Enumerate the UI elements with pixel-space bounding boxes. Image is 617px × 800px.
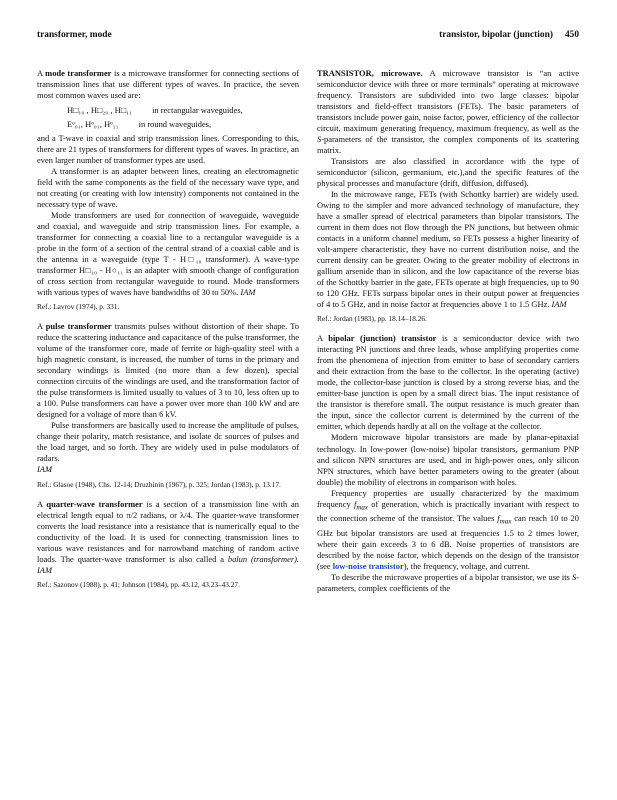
- reference: Ref.: Glasoe (1948), Chs. 12-14; Druzhinin (1967), p. 325; Jordan (1983), p. 13.17.: [37, 479, 281, 489]
- header-right: [439, 30, 579, 40]
- pulse-transformer-para-2: Pulse transformers are basically used to increase the amplitude of pulses, change their polarity, match resistance, and isolate dc sources of pulses and the load target, and so forth. They are widely used in pulse modulators of radars.: [37, 420, 299, 464]
- mode-transformer-para-1-tail: and a T-wave in coaxial and strip transmission lines. Corresponding to this, there are 21 types of transformers for different types of waves. In practice, an even larger number of transformer types are used.: [37, 133, 299, 166]
- right-column: [317, 68, 579, 594]
- left-column: [37, 68, 299, 599]
- entry-term: bipolar (junction) transistor: [328, 333, 437, 344]
- author-initials: IAM: [37, 464, 52, 475]
- header-left-keyword: transformer, mode: [37, 30, 112, 40]
- running-header: [37, 30, 579, 46]
- round-mode-symbols: Eᵒ₀₁, Hᵒ₀₁, Hᵒ₁₁: [67, 119, 119, 130]
- quarter-wave-transformer-para: A quarter-wave transformer is a section of a transmission line with an electrical length equal to π/2 radians, or λ/4. The quarter-wave transformer converts the load resistance into a resistance that is numerically equal to the conductivity of the load. It is used for connecting transmission lines to various wave resistances and for narrowband matching of random active loads. The quarter-wave transformer is also called a balun (transformer). IAM: [37, 498, 300, 575]
- round-mode-label: in round waveguides,: [138, 119, 212, 130]
- transistor-para-1: TRANSISTOR, microwave. A microwave transistor is “an active semiconductor device with three or more terminals” operating at microwave frequency. Transistors are subdivided into two large classes: bipolar transistors and field-effect transistors (FETs). The basic parameters of transistors include power gain, noise factor, power, efficiency of the collector circuit, maximum generating frequency, maximum frequency, as well as the S-parameters of the transistor, the complex components of its scattering matrix.: [317, 68, 579, 156]
- rect-mode-label: in rectangular waveguides,: [152, 105, 243, 116]
- low-noise-transistor-link[interactable]: low-noise transistor: [332, 561, 404, 572]
- bipolar-transistor-para-2: Modern microwave bipolar transistors are made by planar-epitaxial technology. In low-power (low-noise) bipolar transistors, germanium PNP and silicon NPN structures are used, and in high-power ones, only silicon NPN structures, which have better parameters owing to the greater (about double) the mobility of electrons in comparison with holes.: [317, 432, 579, 487]
- author-initials: IAM: [551, 299, 567, 310]
- reference: Ref.: Sazonov (1988), p. 41; Johnson (1984), pp. 43.12, 43.23–43.27.: [37, 579, 240, 589]
- mode-transformer-para-3: Mode transformers are used for connection of waveguide, waveguide and coaxial, and waveguide and strip transmission lines. For example, a transformer for connecting a coaxial line to a rectangular waveguide is a probe in the form of a section of the central strand of a coaxial cable and is the antenna in a waveguide (type T - H□₁₀ transformer). A wave-type transformer H□₁₀ - H○₁₁ is an adapter with smooth change of configuration of cross section from rectangular waveguide to round. Mode transformers with various types of waves have bandwidths of 30 to 50%. IAM: [37, 210, 299, 298]
- bipolar-transistor-para-1: A bipolar (junction) transistor is a semiconductor device with two interacting PN junctions and three leads, whose amplifying properties come from the phenomena of injection from emitter to base of secondary carriers and their extraction from the base to the collector. In the operating (active) mode, the collector-base junction is closed by a strong reverse bias, and the emitter-base junction is open by a small direct bias. The input resistance of the transistor is therefore small. The output resistance is much greater than the input, since the collector current is determined by the current of the emitter, which depends hardly at all on the voltage at the collector.: [317, 333, 579, 432]
- wave-mode-list: [37, 103, 299, 131]
- cross-reference: balun (transformer).: [227, 553, 300, 564]
- transistor-para-2: Transistors are also classified in accordance with the type of semiconductor (silicon, germanium, etc.),and the specific features of the physical processes and manufacture (drift, diffusion, diffused).: [317, 156, 579, 189]
- author-initials: IAM: [37, 564, 52, 575]
- entry-term: quarter-wave transformer: [46, 498, 143, 509]
- entry-term: mode transformer: [45, 68, 112, 78]
- mode-transformer-para-2: A transformer is an adapter between lines, creating an electromagnetic field with the same components as the field of the necessary wave type, and not creating (or creating with low intensity) components not contained in the necessary type of wave.: [37, 166, 299, 210]
- pulse-transformer-para-1: A pulse transformer transmits pulses without distortion of their shape. To reduce the scattering inductance and capacitance of the pulse transformer, the volume of the transformer core, made of ferrite or high-quality steel with a high magnetic constant, is increased, the number of turns in the primary and secondary windings is limited (no more than a few dozen), special connection circuits of the windings are used, and the transformation factor of the pulse transformers is limited usually to values of 3 to 10, less often up to a 100. Pulse transformers can have a power over more than 100 kW and are designed for a voltage of more than 6 kV.: [37, 321, 299, 420]
- transistor-para-3: In the microwave range, FETs (with Schottky barrier) are widely used. Owing to the simpler and more advanced technology of manufacture, they have a smaller spread of electrical parameters than bipolar transistors. The current in them does not flow through the PN junctions, but between ohmic contacts in a uniform channel medium, so FETs possess a higher linearity of volt-ampere characteristic, they have no current distribution noise, and the current density can be greater. Owing to the greater mobility of electrons in gallium arsenide than in silicon, and the low capacitance of the reverse bias of the Schottky barrier in the gate, FETs operate at high frequencies, up to 90 to 120 GHz. FETs surpass bipolar ones in their output power at frequencies of 4 to 5 GHz, and in noise factor at frequencies above 1 to 1.5 GHz. IAM: [317, 189, 579, 310]
- entry-term: pulse transformer: [45, 321, 112, 332]
- bipolar-transistor-para-3: Frequency properties are usually characterized by the maximum frequency $f_{max}$ of generation, which is practically invariant with respect to the connection scheme of the transistor. The values $f_{max}$ can reach 10 to 20 GHz but bipolar transistors are used at frequencies 1.5 to 2 times lower, where their gain exceeds 3 to 6 dB. Noise properties of transistors are described by the noise factor, which depends on the design of the transistor (see low-noise transistor), the frequency, voltage, and current.: [317, 487, 579, 572]
- mode-transformer-para-1: A mode transformer is a microwave transformer for connecting sections of transmission lines that use different types of waves. In practice, the seven most common waves used are:: [37, 68, 299, 101]
- reference: Ref.: Jordan (1983), pp. 18.14–18.26.: [317, 314, 427, 324]
- page-number: 450: [564, 30, 579, 40]
- header-right-keyword: transistor, bipolar (junction): [439, 30, 553, 40]
- author-initials: IAM: [240, 287, 256, 298]
- bipolar-transistor-para-4: To describe the microwave properties of a bipolar transistor, we use its S-parameters, complex coefficients of the: [317, 572, 579, 594]
- rect-mode-symbols: H□₁₀ , H□₂₀ , H□₁₁: [67, 105, 133, 116]
- reference: Ref.: Lavrov (1974), p. 331.: [37, 302, 120, 312]
- entry-term: TRANSISTOR, microwave.: [317, 68, 423, 78]
